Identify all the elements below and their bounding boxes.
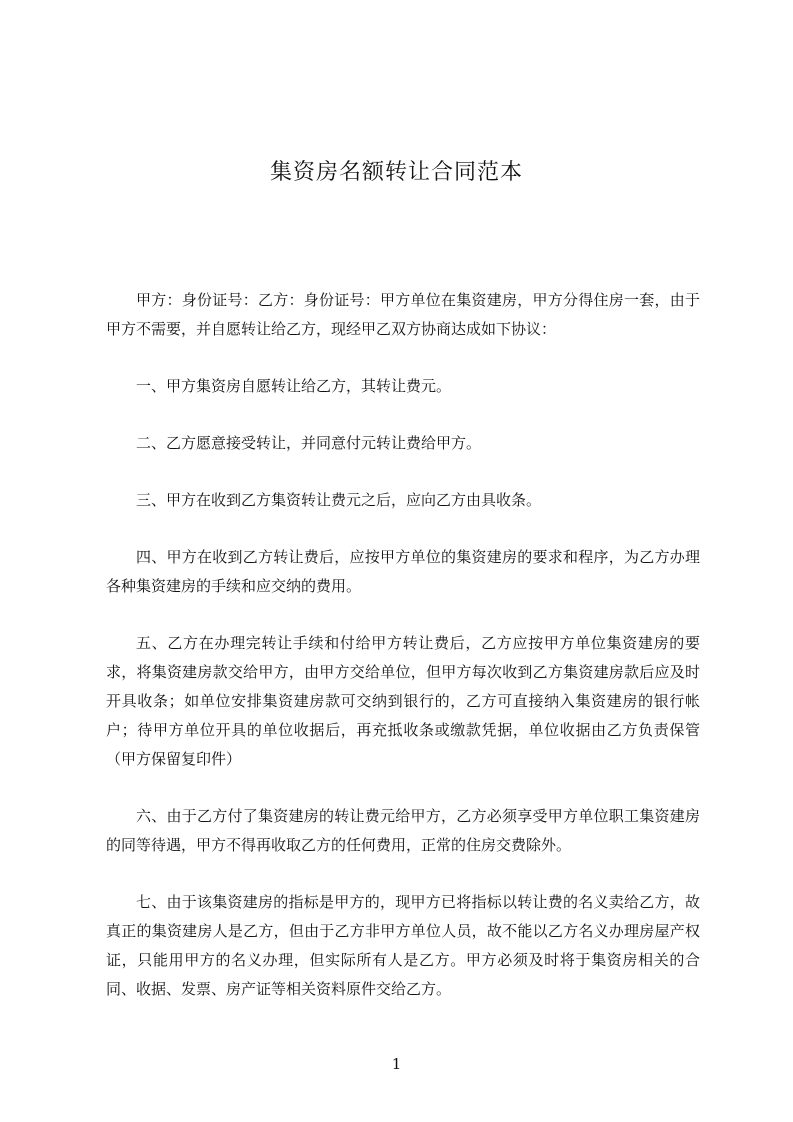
clause-4: 四、甲方在收到乙方转让费后，应按甲方单位的集资建房的要求和程序，为乙方办理各种集资建房的手续和应交纳的费用。 xyxy=(106,548,700,595)
clause-3: 三、甲方在收到乙方集资转让费元之后，应向乙方由具收条。 xyxy=(136,491,542,509)
clause-5: 五、乙方在办理完转让手续和付给甲方转让费后，乙方应按甲方单位集资建房的要求，将集资建房款交给甲方，由甲方交给单位，但甲方每次收到乙方集资建房款后应及时开具收条；如单位安排集资建房款可交纳到银行的，乙方可直接纳入集资建房的银行帐户；待甲方单位开具的单位收据后，再充抵收条或缴款凭据，单位收据由乙方负责保管（甲方保留复印件） xyxy=(106,634,700,768)
clause-7: 七、由于该集资建房的指标是甲方的，现甲方已将指标以转让费的名义卖给乙方，故真正的集资建房人是乙方，但由于乙方非甲方单位人员，故不能以乙方名义办理房屋产权证，只能用甲方的名义办理，但实际所有人是乙方。甲方必须及时将于集资房相关的合同、收据、发票、房产证等相关资料原件交给乙方。 xyxy=(106,893,700,998)
clause-1: 一、甲方集资房自愿转让给乙方，其转让费元。 xyxy=(136,377,452,395)
document-title: 集资房名额转让合同范本 xyxy=(269,159,523,185)
clause-2: 二、乙方愿意接受转让，并同意付元转让费给甲方。 xyxy=(136,434,482,452)
clause-6: 六、由于乙方付了集资建房的转让费元给甲方，乙方必须享受甲方单位职工集资建房的同等待遇，甲方不得再收取乙方的任何费用，正常的住房交费除外。 xyxy=(106,807,700,854)
page-number: 1 xyxy=(391,1055,402,1073)
preamble-paragraph: 甲方：身份证号：乙方：身份证号：甲方单位在集资建房，甲方分得住房一套，由于甲方不需要，并自愿转让给乙方，现经甲乙双方协商达成如下协议： xyxy=(106,291,700,338)
document-body xyxy=(106,286,700,1032)
